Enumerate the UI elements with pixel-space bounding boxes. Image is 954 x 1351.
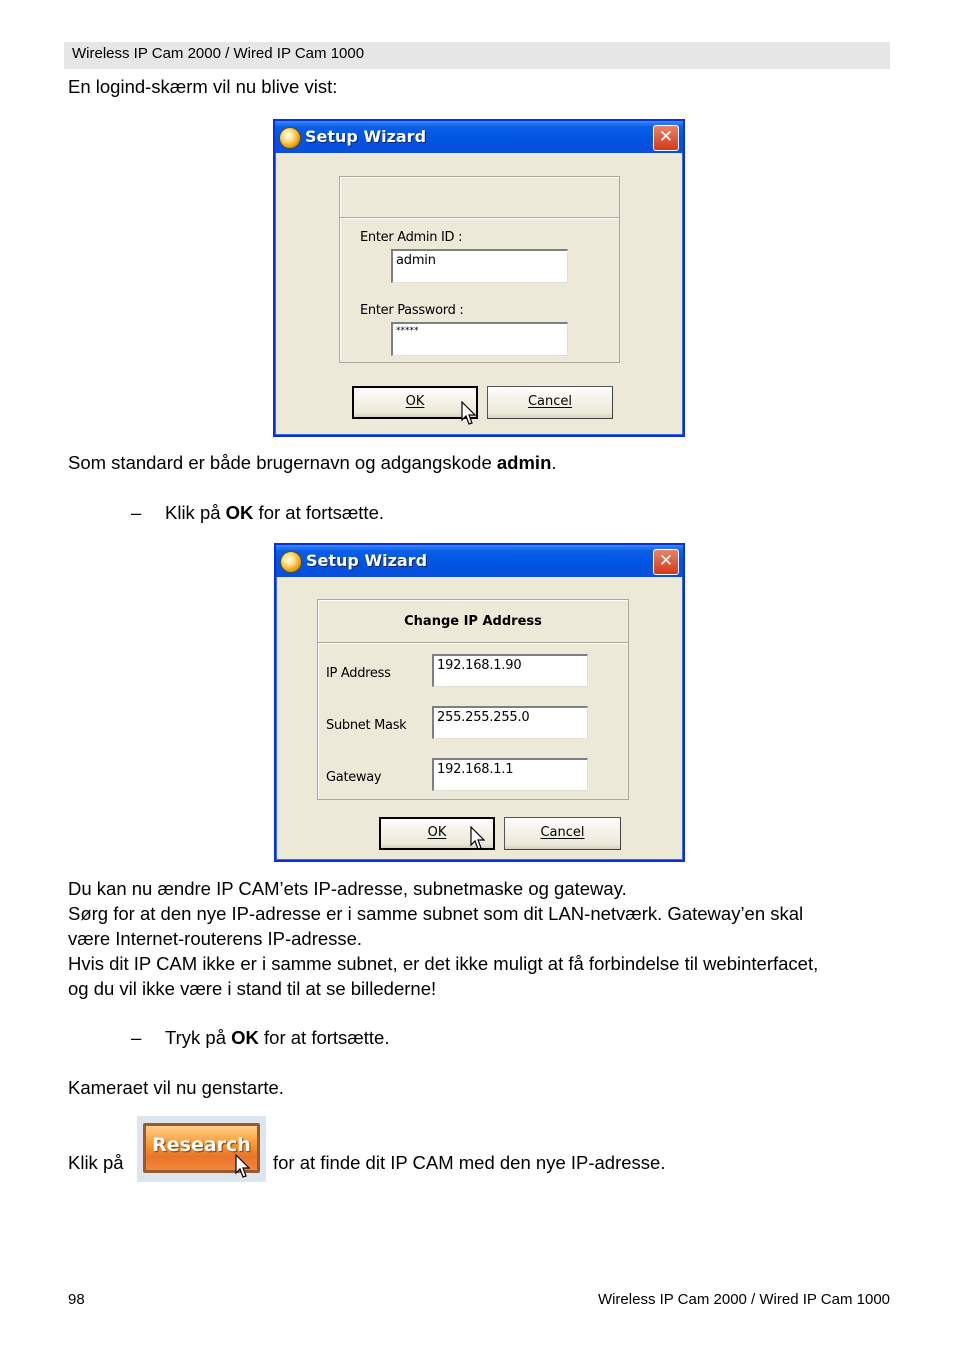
bullet-press-ok <box>131 1025 389 1050</box>
wizard-icon <box>279 127 301 149</box>
restart-text: Kameraet vil nu genstarte. <box>68 1077 284 1098</box>
ip-group-separator <box>318 642 628 644</box>
bullet-prefix: Tryk på <box>165 1027 232 1048</box>
password-label: Enter Password : <box>360 303 464 318</box>
research-button[interactable]: Research <box>143 1123 260 1173</box>
login-group-separator <box>340 217 619 219</box>
gateway-input[interactable]: 192.168.1.1 <box>432 758 588 791</box>
default-credentials-suffix: . <box>551 452 557 473</box>
body-line-1: Du kan nu ændre IP CAM’ets IP-adresse, subnetmaske og gateway. <box>68 878 627 899</box>
ok-button[interactable]: OK <box>352 386 478 419</box>
login-dialog <box>273 119 685 437</box>
admin-id-label: Enter Admin ID : <box>360 230 463 245</box>
default-credentials-text <box>68 450 557 475</box>
close-button[interactable]: ✕ <box>653 549 679 575</box>
ip-dialog <box>274 543 685 862</box>
bullet-dash: – <box>131 1027 142 1048</box>
body-line-4: Hvis dit IP CAM ikke er i samme subnet, er det ikke muligt at få forbindelse til webinterfacet, <box>68 953 819 974</box>
ip-dialog-title: Setup Wizard <box>306 551 428 570</box>
research-prefix-text: Klik på <box>68 1152 124 1173</box>
bullet-dash: – <box>131 502 142 523</box>
mouse-cursor-icon <box>470 826 486 852</box>
subnet-mask-label: Subnet Mask <box>326 718 407 733</box>
intro-text: En logind-skærm vil nu blive vist: <box>68 76 338 97</box>
gateway-label: Gateway <box>326 770 382 785</box>
bullet-bold: OK <box>225 502 254 523</box>
bullet-click-ok <box>131 500 384 525</box>
body-line-2: Sørg for at den nye IP-adresse er i samme subnet som dit LAN-netværk. Gateway’en skal <box>68 903 804 924</box>
login-dialog-title: Setup Wizard <box>305 127 427 146</box>
page-header-text: Wireless IP Cam 2000 / Wired IP Cam 1000 <box>72 45 365 62</box>
research-suffix-text: for at finde dit IP CAM med den nye IP-adresse. <box>273 1152 666 1173</box>
bullet-bold: OK <box>231 1027 259 1048</box>
admin-id-input[interactable]: admin <box>391 249 568 283</box>
bullet-prefix: Klik på <box>165 502 226 523</box>
cancel-button[interactable]: Cancel <box>504 817 621 850</box>
mouse-cursor-icon <box>235 1154 251 1180</box>
research-button-image <box>137 1116 266 1182</box>
mouse-cursor-icon <box>461 401 477 427</box>
password-input[interactable]: ***** <box>391 322 568 356</box>
ip-address-input[interactable]: 192.168.1.90 <box>432 654 588 687</box>
default-credentials-prefix: Som standard er både brugernavn og adgangskode <box>68 452 497 473</box>
bullet-suffix: for at fortsætte. <box>258 1027 390 1048</box>
wizard-icon <box>280 551 302 573</box>
subnet-mask-input[interactable]: 255.255.255.0 <box>432 706 588 739</box>
body-line-5: og du vil ikke være i stand til at se billederne! <box>68 978 437 999</box>
ok-button[interactable]: OK <box>379 817 495 850</box>
page-number: 98 <box>68 1291 85 1308</box>
body-line-3: være Internet-routerens IP-adresse. <box>68 928 363 949</box>
bullet-suffix: for at fortsætte. <box>253 502 384 523</box>
default-credentials-bold: admin <box>496 452 552 473</box>
ip-dialog-titlebar <box>276 545 683 577</box>
cancel-button[interactable]: Cancel <box>487 386 613 419</box>
page-header <box>64 42 890 69</box>
login-dialog-titlebar <box>275 121 683 153</box>
ip-address-label: IP Address <box>326 666 391 681</box>
footer-title: Wireless IP Cam 2000 / Wired IP Cam 1000 <box>597 1291 890 1308</box>
close-button[interactable]: ✕ <box>653 125 679 151</box>
change-ip-heading: Change IP Address <box>404 614 542 629</box>
